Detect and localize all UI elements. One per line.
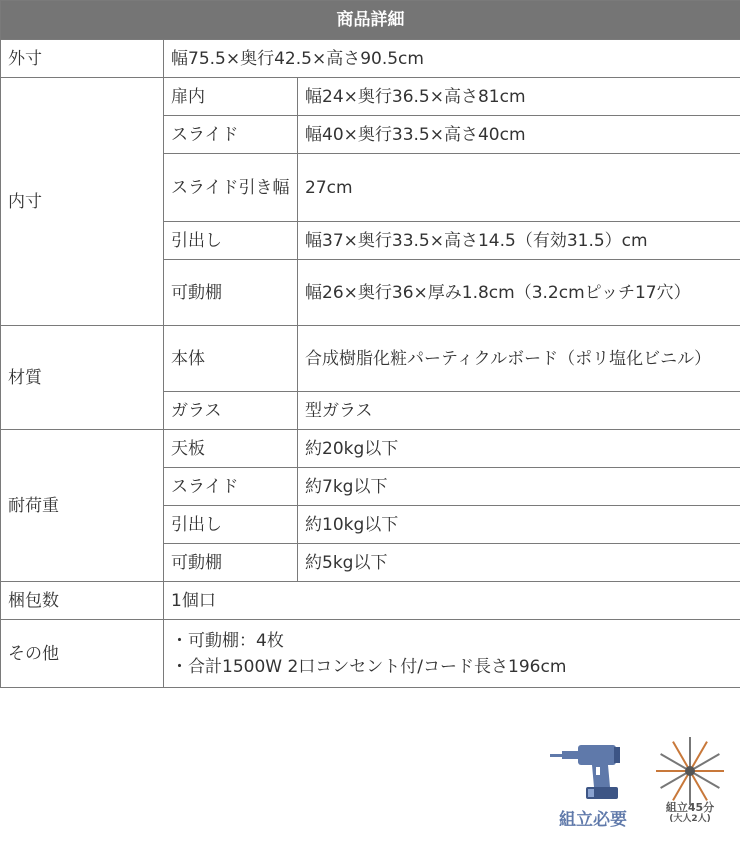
row-value-packages: 1個口 (164, 582, 740, 620)
table-header: 商品詳細 (1, 1, 740, 40)
sub-label: 引出し (164, 222, 298, 260)
other-line: ・合計1500W 2口コンセント付/コード長さ196cm (171, 656, 567, 677)
table-row (1, 78, 740, 116)
row-label-packages: 梱包数 (1, 582, 164, 620)
row-label-outer: 外寸 (1, 40, 164, 78)
row-label-material: 材質 (1, 326, 164, 430)
sub-label: 扉内 (164, 78, 298, 116)
sub-value: 型ガラス (298, 392, 740, 430)
assembly-time: 組立45分 (665, 801, 715, 814)
table-row (1, 326, 740, 392)
table-row (1, 40, 740, 78)
sub-value: 合成樹脂化粧パーティクルボード（ポリ塩化ビニル） (298, 326, 740, 392)
badge-area (0, 735, 740, 845)
sub-label: 可動棚 (164, 260, 298, 326)
sub-value: 約20kg以下 (298, 430, 740, 468)
sub-value: 幅26×奥行36×厚み1.8cm（3.2cmピッチ17穴） (298, 260, 740, 326)
assembly-required-label: 組立必要 (559, 810, 627, 830)
row-label-load: 耐荷重 (1, 430, 164, 582)
assembly-people: (大人2人) (669, 814, 711, 824)
sub-value: 約5kg以下 (298, 544, 740, 582)
sub-value: 27cm (298, 154, 740, 222)
sub-label: 引出し (164, 506, 298, 544)
sub-label: 本体 (164, 326, 298, 392)
sub-label: 天板 (164, 430, 298, 468)
sub-label: ガラス (164, 392, 298, 430)
sub-label: 可動棚 (164, 544, 298, 582)
table-row (1, 620, 740, 688)
other-line: ・可動棚：4枚 (171, 630, 284, 651)
row-label-inner: 内寸 (1, 78, 164, 326)
assembly-time-label (648, 802, 732, 824)
sub-label: スライド引き幅 (164, 154, 298, 222)
sub-label: スライド (164, 468, 298, 506)
row-label-other: その他 (1, 620, 164, 688)
table-row (1, 430, 740, 468)
sub-value: 約7kg以下 (298, 468, 740, 506)
sub-value: 幅24×奥行36.5×高さ81cm (298, 78, 740, 116)
sub-value: 幅37×奥行33.5×高さ14.5（有効31.5）cm (298, 222, 740, 260)
sub-value: 幅40×奥行33.5×高さ40cm (298, 116, 740, 154)
clock-burst-icon (654, 735, 726, 807)
sub-value: 約10kg以下 (298, 506, 740, 544)
table-row (1, 582, 740, 620)
sub-label: スライド (164, 116, 298, 154)
row-value-outer: 幅75.5×奥行42.5×高さ90.5cm (164, 40, 740, 78)
row-value-other (164, 620, 740, 688)
